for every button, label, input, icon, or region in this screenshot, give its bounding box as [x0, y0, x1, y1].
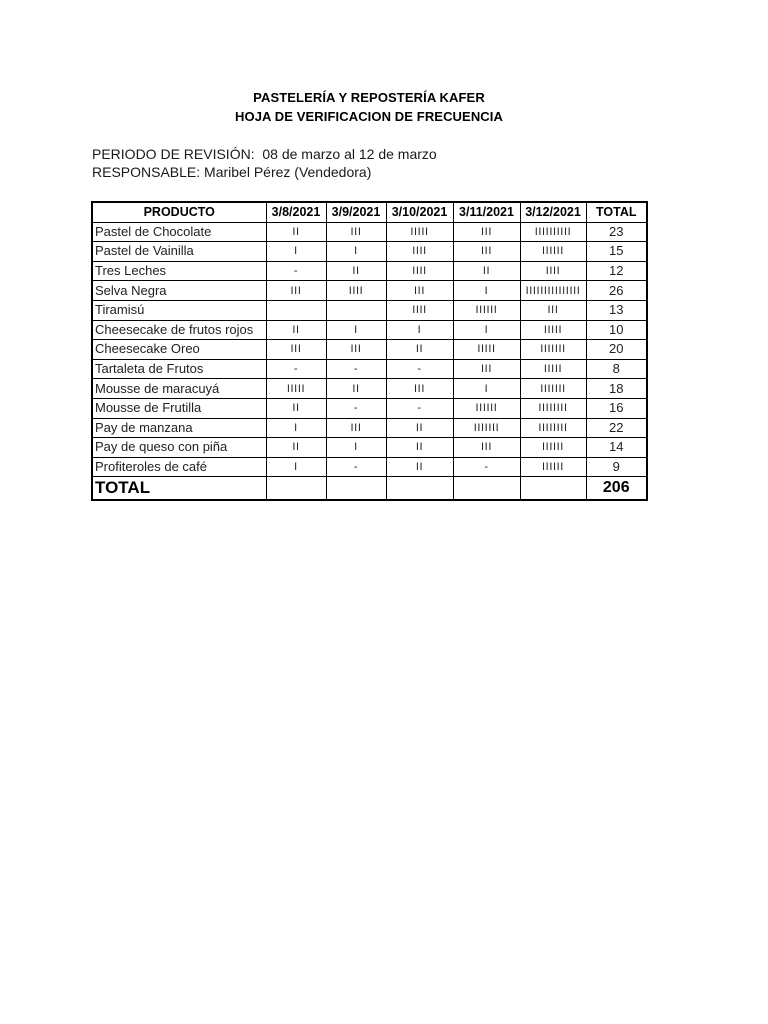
- tally-cell: IIIII: [520, 320, 586, 340]
- tally-cell: IIIIIIII: [520, 418, 586, 438]
- tally-cell: III: [453, 359, 520, 379]
- row-total: 20: [586, 340, 647, 360]
- tally-cell: II: [266, 222, 326, 242]
- table-row: [92, 438, 647, 458]
- tally-cell: III: [266, 281, 326, 301]
- tally-cell: III: [326, 418, 386, 438]
- table-row: [92, 457, 647, 477]
- table-row: [92, 320, 647, 340]
- table-header-row: [92, 202, 647, 222]
- row-total: 15: [586, 242, 647, 262]
- table-row: [92, 281, 647, 301]
- total-label: TOTAL: [92, 477, 266, 501]
- tally-cell: III: [326, 222, 386, 242]
- table-row: [92, 379, 647, 399]
- tally-cell: III: [266, 340, 326, 360]
- tally-cell: IIIIII: [453, 398, 520, 418]
- table-body: [92, 222, 647, 477]
- tally-cell: IIIIII: [453, 300, 520, 320]
- table-total-row: [92, 477, 647, 501]
- tally-cell: IIIIII: [520, 457, 586, 477]
- column-header-date: 3/11/2021: [453, 202, 520, 222]
- product-name: Pay de queso con piña: [92, 438, 266, 458]
- tally-cell: IIIII: [520, 359, 586, 379]
- tally-cell: I: [266, 457, 326, 477]
- table-row: [92, 242, 647, 262]
- tally-cell: IIIIIII: [520, 379, 586, 399]
- product-name: Tres Leches: [92, 261, 266, 281]
- tally-cell: IIIIIIII: [520, 398, 586, 418]
- row-total: 26: [586, 281, 647, 301]
- tally-cell: I: [326, 438, 386, 458]
- tally-cell: II: [386, 457, 453, 477]
- frequency-table: [91, 201, 648, 501]
- tally-cell: IIIII: [266, 379, 326, 399]
- product-name: Mousse de Frutilla: [92, 398, 266, 418]
- tally-cell: I: [453, 320, 520, 340]
- product-name: Profiteroles de café: [92, 457, 266, 477]
- row-total: 9: [586, 457, 647, 477]
- table-row: [92, 300, 647, 320]
- tally-cell: -: [386, 398, 453, 418]
- document-header: [0, 88, 738, 126]
- table-row: [92, 418, 647, 438]
- empty-cell: [326, 477, 386, 501]
- tally-cell: III: [453, 438, 520, 458]
- column-header-total: TOTAL: [586, 202, 647, 222]
- product-name: Pastel de Vainilla: [92, 242, 266, 262]
- tally-cell: -: [266, 359, 326, 379]
- tally-cell: IIIIIII: [520, 340, 586, 360]
- tally-cell: I: [326, 242, 386, 262]
- column-header-date: 3/9/2021: [326, 202, 386, 222]
- row-total: 18: [586, 379, 647, 399]
- tally-cell: -: [326, 398, 386, 418]
- product-name: Pastel de Chocolate: [92, 222, 266, 242]
- product-name: Pay de manzana: [92, 418, 266, 438]
- tally-cell: II: [386, 438, 453, 458]
- tally-cell: IIII: [520, 261, 586, 281]
- tally-cell: I: [266, 418, 326, 438]
- table-row: [92, 359, 647, 379]
- tally-cell: IIIIIIIIII: [520, 222, 586, 242]
- empty-cell: [386, 477, 453, 501]
- tally-cell: I: [386, 320, 453, 340]
- tally-cell: IIIIIII: [453, 418, 520, 438]
- tally-cell: IIIII: [453, 340, 520, 360]
- table-row: [92, 340, 647, 360]
- tally-cell: -: [386, 359, 453, 379]
- tally-cell: III: [520, 300, 586, 320]
- product-name: Tartaleta de Frutos: [92, 359, 266, 379]
- grand-total: 206: [586, 477, 647, 501]
- product-name: Mousse de maracuyá: [92, 379, 266, 399]
- tally-cell: -: [453, 457, 520, 477]
- tally-cell: III: [453, 242, 520, 262]
- tally-cell: IIII: [326, 281, 386, 301]
- column-header-date: 3/10/2021: [386, 202, 453, 222]
- review-period: PERIODO DE REVISIÓN: 08 de marzo al 12 de marzo: [92, 146, 437, 162]
- column-header-product: PRODUCTO: [92, 202, 266, 222]
- tally-cell: II: [453, 261, 520, 281]
- tally-cell: IIII: [386, 242, 453, 262]
- tally-cell: IIIIIIIIIIIIIII: [520, 281, 586, 301]
- tally-cell: II: [266, 398, 326, 418]
- tally-cell: IIIII: [386, 222, 453, 242]
- row-total: 12: [586, 261, 647, 281]
- row-total: 23: [586, 222, 647, 242]
- row-total: 8: [586, 359, 647, 379]
- tally-cell: II: [326, 379, 386, 399]
- empty-cell: [453, 477, 520, 501]
- tally-cell: [266, 300, 326, 320]
- tally-cell: II: [386, 418, 453, 438]
- product-name: Tiramisú: [92, 300, 266, 320]
- table-row: [92, 398, 647, 418]
- empty-cell: [266, 477, 326, 501]
- tally-cell: III: [326, 340, 386, 360]
- row-total: 13: [586, 300, 647, 320]
- sheet-info: [92, 145, 437, 181]
- product-name: Cheesecake Oreo: [92, 340, 266, 360]
- tally-cell: IIII: [386, 300, 453, 320]
- tally-cell: III: [453, 222, 520, 242]
- tally-cell: -: [326, 359, 386, 379]
- column-header-date: 3/12/2021: [520, 202, 586, 222]
- tally-cell: II: [326, 261, 386, 281]
- tally-cell: III: [386, 379, 453, 399]
- column-header-date: 3/8/2021: [266, 202, 326, 222]
- tally-cell: -: [326, 457, 386, 477]
- row-total: 22: [586, 418, 647, 438]
- table-row: [92, 222, 647, 242]
- tally-cell: [326, 300, 386, 320]
- tally-cell: II: [266, 320, 326, 340]
- tally-cell: IIIIII: [520, 242, 586, 262]
- tally-cell: I: [453, 379, 520, 399]
- tally-cell: I: [266, 242, 326, 262]
- row-total: 16: [586, 398, 647, 418]
- tally-cell: II: [266, 438, 326, 458]
- document-title: PASTELERÍA Y REPOSTERÍA KAFER: [253, 90, 485, 105]
- row-total: 10: [586, 320, 647, 340]
- tally-cell: I: [326, 320, 386, 340]
- responsible-person: RESPONSABLE: Maribel Pérez (Vendedora): [92, 164, 372, 180]
- tally-cell: -: [266, 261, 326, 281]
- tally-cell: III: [386, 281, 453, 301]
- product-name: Cheesecake de frutos rojos: [92, 320, 266, 340]
- row-total: 14: [586, 438, 647, 458]
- document-subtitle: HOJA DE VERIFICACION DE FRECUENCIA: [235, 109, 503, 124]
- tally-cell: I: [453, 281, 520, 301]
- tally-cell: IIIIII: [520, 438, 586, 458]
- tally-cell: II: [386, 340, 453, 360]
- product-name: Selva Negra: [92, 281, 266, 301]
- tally-cell: IIII: [386, 261, 453, 281]
- empty-cell: [520, 477, 586, 501]
- table-row: [92, 261, 647, 281]
